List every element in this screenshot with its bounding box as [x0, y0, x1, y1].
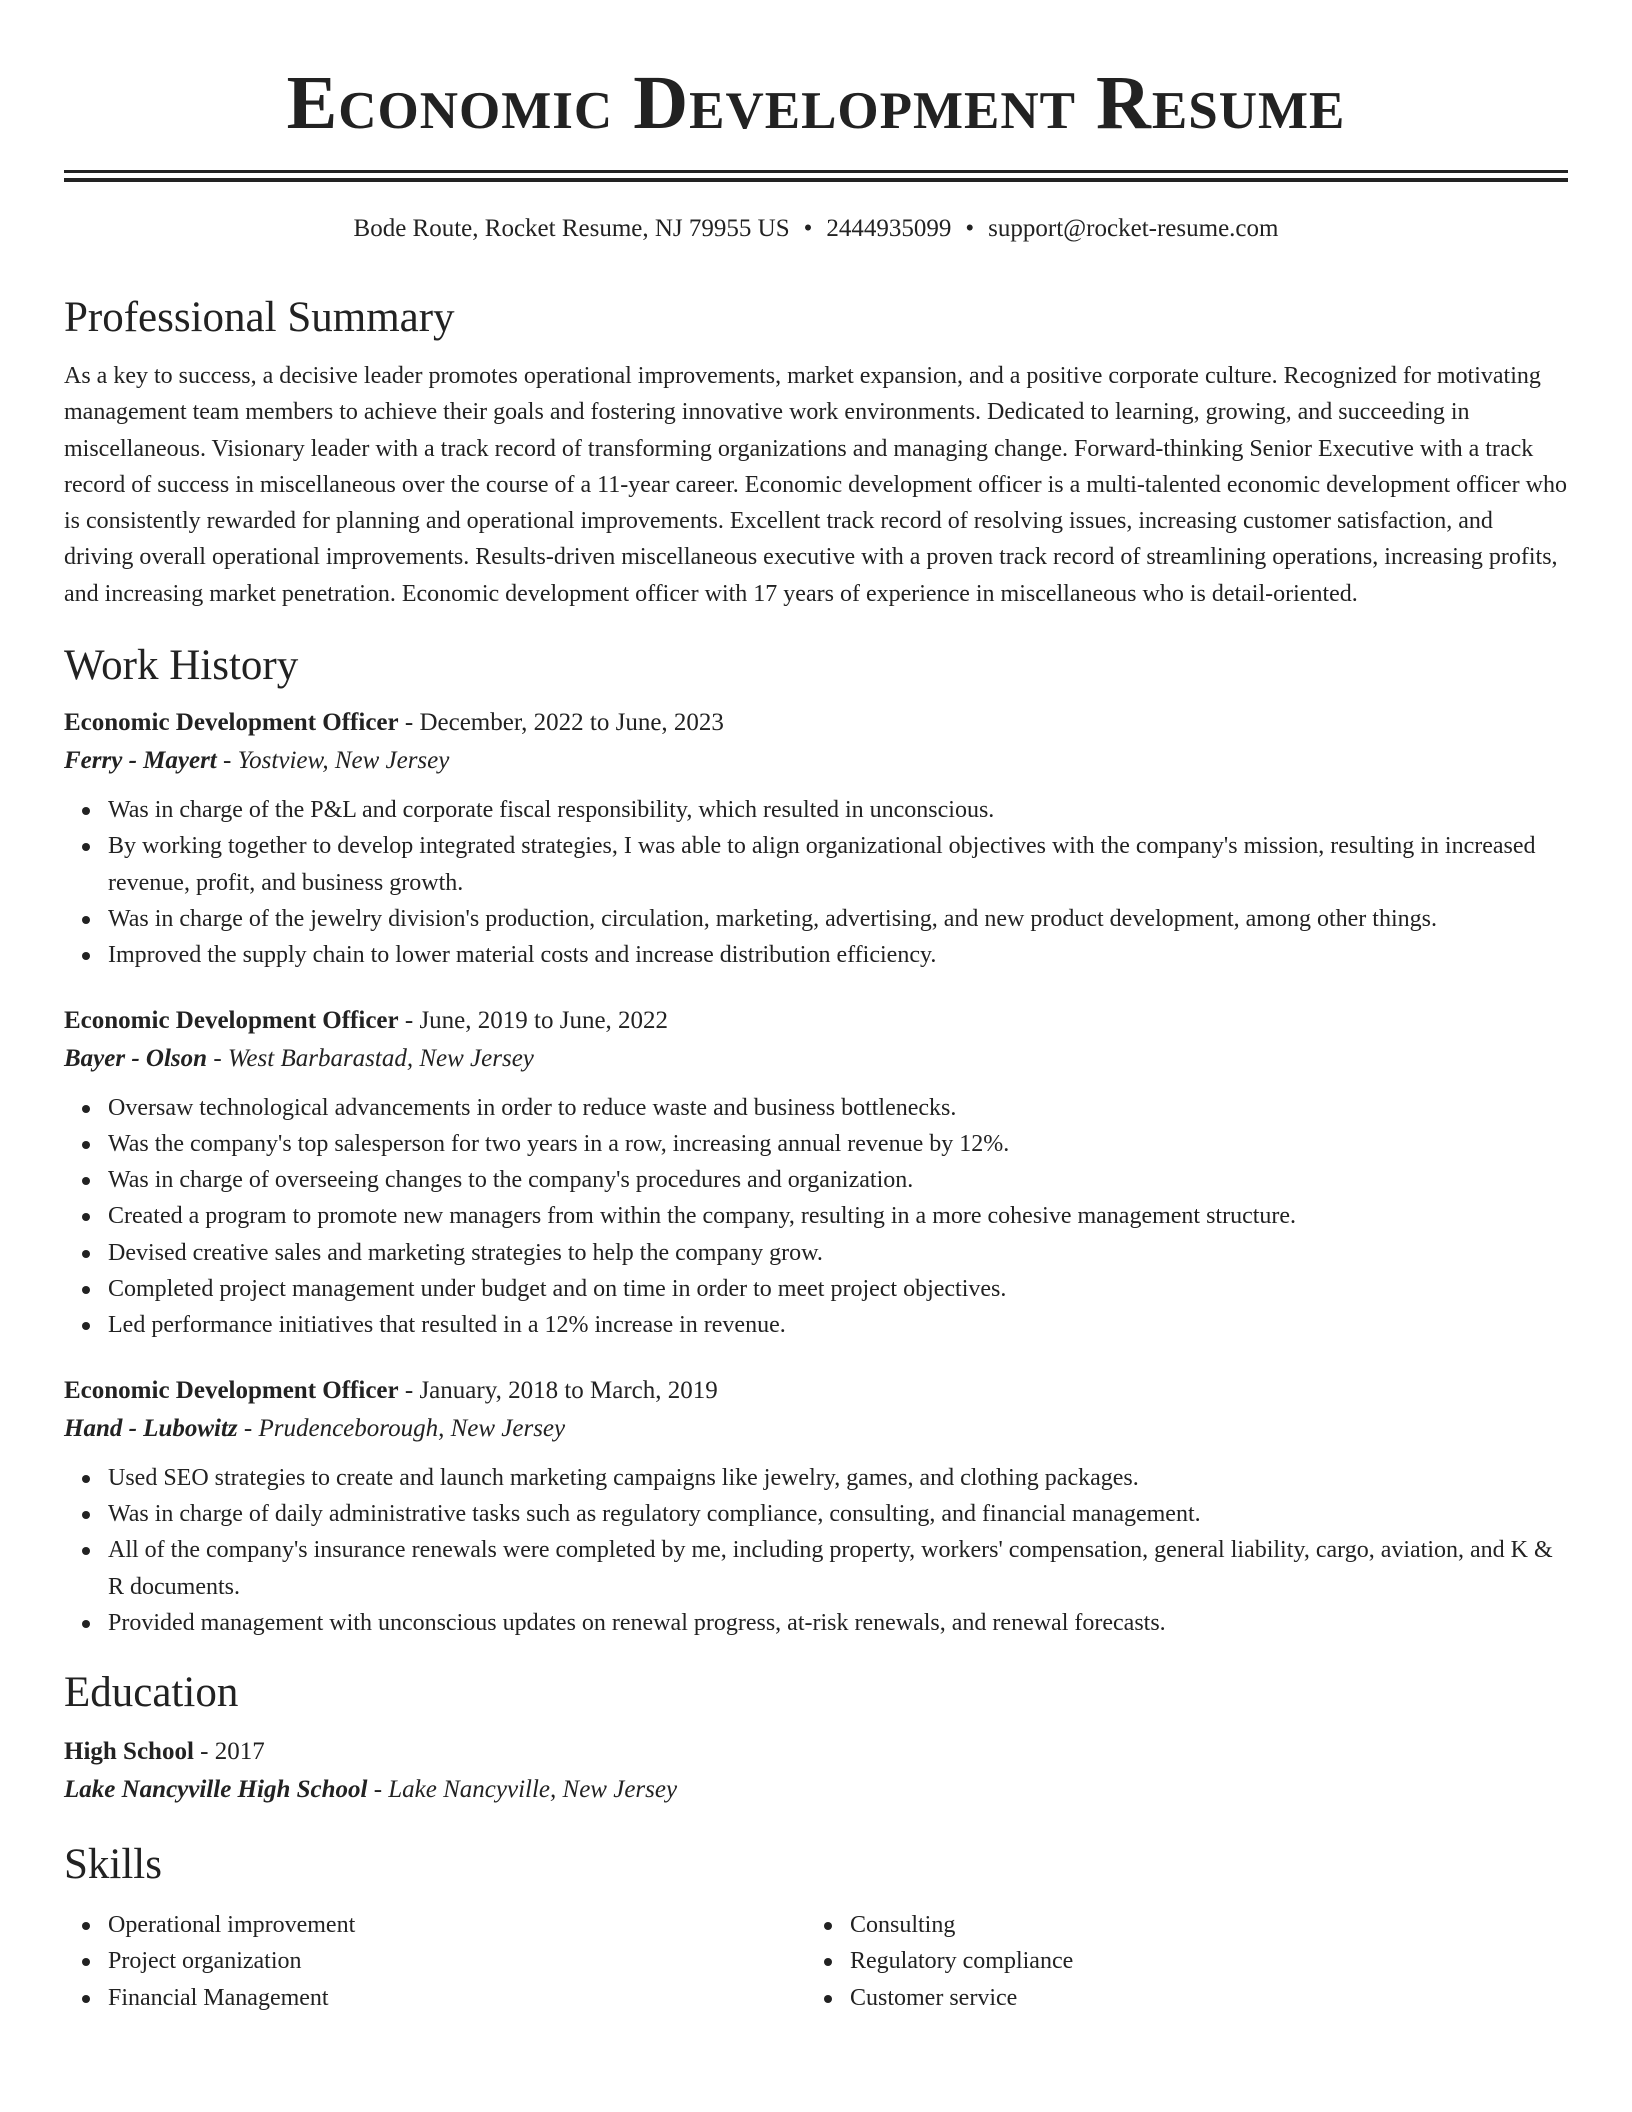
job-company-line: [64, 1040, 1568, 1078]
summary-text: As a key to success, a decisive leader promotes operational improvements, market expansion, and a positive corporate culture. Recognized for motivating management team members to achieve their goals and fostering innovative work environments. Dedicated to learning, growing, and succeeding in miscellaneous. Visionary leader with a track record of transforming organizations and managing change. Forward-thinking Senior Executive with a track record of success in miscellaneous over the course of a 11-year career. Economic development officer is a multi-talented economic development officer who is consistently rewarded for planning and operational improvements. Excellent track record of resolving issues, increasing customer satisfaction, and driving overall operational improvements. Results-driven miscellaneous executive with a proven track record of streamlining operations, increasing profits, and increasing market penetration. Economic development officer with 17 years of experience in miscellaneous who is detail-oriented.: [64, 363, 1567, 607]
job-bullets: [64, 792, 1568, 973]
job-title-line: [64, 704, 1568, 742]
contact-address: Bode Route, Rocket Resume, NJ 79955 US: [353, 215, 790, 242]
contact-separator: •: [803, 215, 813, 242]
education-year: - 2017: [193, 1738, 265, 1766]
list-item: Created a program to promote new managers from within the company, resulting in a more cohesive management structure.: [108, 1198, 1568, 1234]
job-company: Ferry - Mayert: [64, 747, 217, 775]
skill-item: Consulting: [850, 1907, 1506, 1943]
list-item: Was in charge of overseeing changes to the company's procedures and organization.: [108, 1162, 1568, 1198]
job-company-line: [64, 1410, 1568, 1448]
job-title: Economic Development Officer: [64, 1376, 399, 1404]
skill-item: Regulatory compliance: [850, 1943, 1506, 1979]
job-company: Hand - Lubowitz: [64, 1414, 238, 1442]
summary-heading: Professional Summary: [64, 294, 455, 341]
list-item: By working together to develop integrated strategies, I was able to align organizational objectives with the company's mission, resulting in increased revenue, profit, and business growth.: [108, 828, 1568, 901]
list-item: Devised creative sales and marketing strategies to help the company grow.: [108, 1235, 1568, 1271]
skill-item: Customer service: [850, 1980, 1506, 2016]
job-entry: [64, 1002, 1568, 1344]
education-location: - Lake Nancyville, New Jersey: [367, 1776, 678, 1804]
skills-column-left: [64, 1907, 806, 2016]
education-school-line: [64, 1771, 1568, 1809]
list-item: All of the company's insurance renewals were completed by me, including property, workers' compensation, general liability, cargo, aviation, and K & R documents.: [108, 1532, 1568, 1605]
skill-item: Financial Management: [108, 1980, 806, 2016]
job-bullets: [64, 1460, 1568, 1641]
education-degree-line: [64, 1733, 1568, 1771]
education-degree: High School: [64, 1738, 194, 1766]
list-item: Improved the supply chain to lower material costs and increase distribution efficiency.: [108, 937, 1568, 973]
title-double-rule: [64, 170, 1568, 182]
list-item: Provided management with unconscious updates on renewal progress, at-risk renewals, and renewal forecasts.: [108, 1605, 1568, 1641]
list-item: Was in charge of the P&L and corporate fiscal responsibility, which resulted in unconscious.: [108, 792, 1568, 828]
job-title-line: [64, 1002, 1568, 1040]
education-entry: [64, 1733, 1568, 1809]
contact-email: support@rocket-resume.com: [988, 215, 1279, 242]
list-item: Was in charge of daily administrative tasks such as regulatory compliance, consulting, and financial management.: [108, 1496, 1568, 1532]
job-dates: - January, 2018 to March, 2019: [398, 1376, 718, 1404]
job-title: Economic Development Officer: [64, 1006, 399, 1034]
job-entry: [64, 704, 1568, 973]
contact-line: [64, 212, 1568, 246]
list-item: Oversaw technological advancements in order to reduce waste and business bottlenecks.: [108, 1090, 1568, 1126]
job-location: - West Barbarastad, New Jersey: [207, 1044, 534, 1072]
job-company: Bayer - Olson: [64, 1044, 208, 1072]
job-title-line: [64, 1372, 1568, 1410]
job-bullets: [64, 1090, 1568, 1344]
list-item: Led performance initiatives that resulted in a 12% increase in revenue.: [108, 1307, 1568, 1343]
skills-grid: [64, 1899, 1568, 2016]
job-location: - Prudenceborough, New Jersey: [237, 1414, 566, 1442]
list-item: Completed project management under budget and on time in order to meet project objectives.: [108, 1271, 1568, 1307]
skills-heading: Skills: [64, 1841, 162, 1889]
education-school: Lake Nancyville High School: [64, 1776, 368, 1804]
skill-item: Project organization: [108, 1943, 806, 1979]
list-item: Used SEO strategies to create and launch marketing campaigns like jewelry, games, and clothing packages.: [108, 1460, 1568, 1496]
job-dates: - June, 2019 to June, 2022: [398, 1006, 669, 1034]
work-history-heading: Work History: [64, 642, 299, 690]
education-heading: Education: [64, 1669, 239, 1717]
list-item: Was the company's top salesperson for two years in a row, increasing annual revenue by 12%.: [108, 1126, 1568, 1162]
skill-item: Operational improvement: [108, 1907, 806, 1943]
list-item: Was in charge of the jewelry division's production, circulation, marketing, advertising, and new product development, among other things.: [108, 901, 1568, 937]
contact-phone: 2444935099: [826, 215, 952, 242]
job-title: Economic Development Officer: [64, 709, 399, 737]
skills-column-right: [806, 1907, 1506, 2016]
job-company-line: [64, 742, 1568, 780]
job-entry: [64, 1372, 1568, 1641]
contact-separator: •: [965, 215, 975, 242]
resume-title: Economic Development Resume: [286, 61, 1346, 145]
job-dates: - December, 2022 to June, 2023: [398, 709, 724, 737]
job-location: - Yostview, New Jersey: [216, 747, 450, 775]
